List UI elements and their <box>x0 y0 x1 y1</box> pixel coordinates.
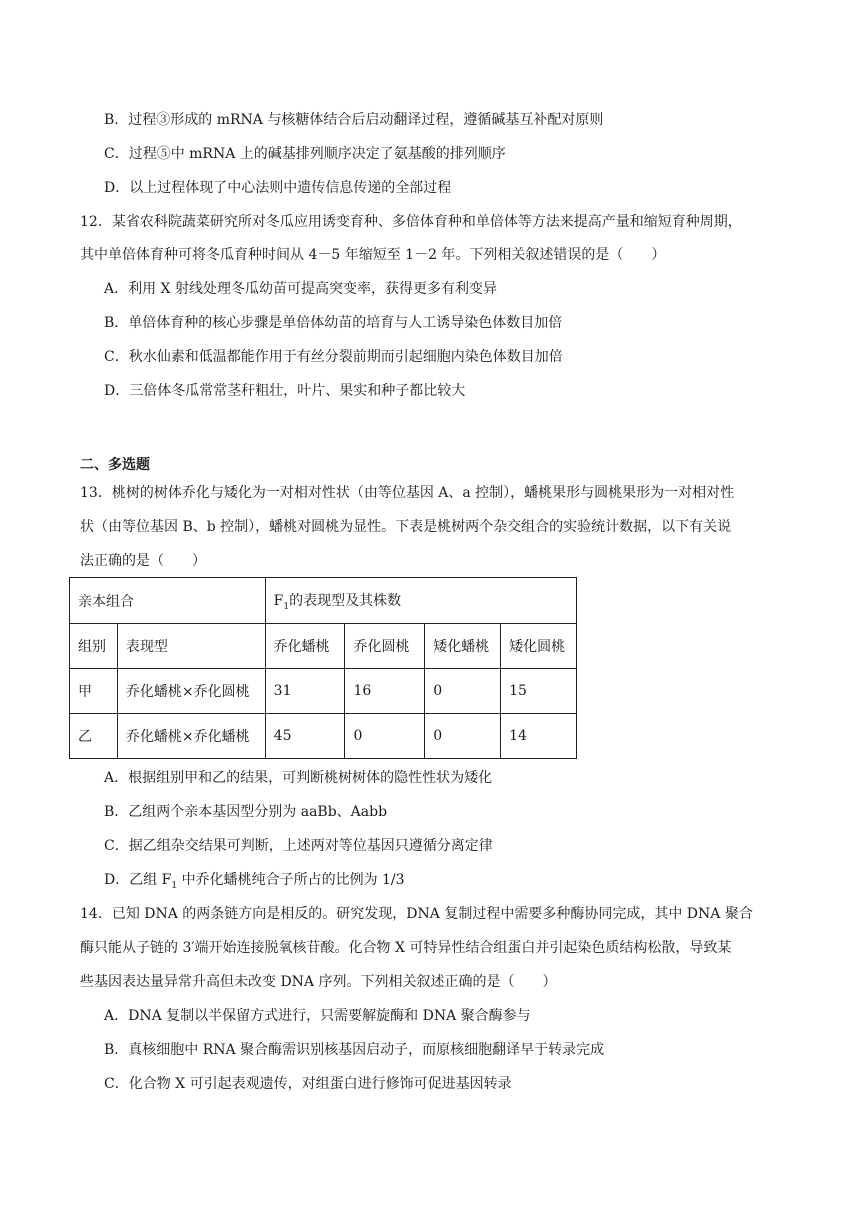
table-row <box>70 714 577 759</box>
q14-option-b: B．真核细胞中 RNA 聚合酶需识别核基因启动子，而原核细胞翻译早于转录完成 <box>104 1042 605 1058</box>
q12-option-d: D．三倍体冬瓜常常茎秆粗壮，叶片、果实和种子都比较大 <box>104 383 466 399</box>
row-value: 0 <box>425 714 501 759</box>
row-cross: 乔化蟠桃×乔化蟠桃 <box>117 714 265 759</box>
q13-option-d-prefix: D．乙组 F <box>104 872 172 888</box>
q13-option-d-subscript: 1 <box>171 880 178 891</box>
table-row <box>70 669 577 714</box>
row-group: 甲 <box>70 669 118 714</box>
row-value: 45 <box>265 714 345 759</box>
row-cross: 乔化蟠桃×乔化圆桃 <box>117 669 265 714</box>
header-parent-cross: 亲本组合 <box>70 578 266 624</box>
section-title: 二、多选题 <box>80 457 150 473</box>
row-value: 31 <box>265 669 345 714</box>
row-value: 0 <box>425 669 501 714</box>
col-group: 组别 <box>70 624 118 669</box>
q14-option-a: A．DNA 复制以半保留方式进行，只需要解旋酶和 DNA 聚合酶参与 <box>104 1008 531 1024</box>
header-f1-subscript: 1 <box>283 601 290 612</box>
q12-option-b: B．单倍体育种的核心步骤是单倍体幼苗的培育与人工诱导染色体数目加倍 <box>104 315 563 331</box>
col-dwarf-round: 矮化圆桃 <box>501 624 577 669</box>
q12-stem-line2: 其中单倍体育种可将冬瓜育种时间从 4－5 年缩短至 1－2 年。下列相关叙述错误的是（ ） <box>80 247 666 263</box>
col-tall-round: 乔化圆桃 <box>345 624 425 669</box>
q12-option-c: C．秋水仙素和低温都能作用于有丝分裂前期而引起细胞内染色体数目加倍 <box>104 349 563 365</box>
cross-results-table <box>69 577 577 759</box>
q13-stem-line2: 状（由等位基因 B、b 控制），蟠桃对圆桃为显性。下表是桃树两个杂交组合的实验统计数据，以下有关说 <box>80 519 732 535</box>
q13-option-a: A．根据组别甲和乙的结果，可判断桃树树体的隐性性状为矮化 <box>104 770 493 786</box>
q11-option-d: D．以上过程体现了中心法则中遗传信息传递的全部过程 <box>104 180 452 196</box>
row-value: 16 <box>345 669 425 714</box>
col-dwarf-flat: 矮化蟠桃 <box>425 624 501 669</box>
q14-stem-line2: 酶只能从子链的 3′端开始连接脱氧核苷酸。化合物 X 可特异性结合组蛋白并引起染色质结构松散，导致某 <box>80 940 732 956</box>
q12-stem-line1: 12．某省农科院蔬菜研究所对冬瓜应用诱变育种、多倍体育种和单倍体等方法来提高产量和缩短育种周期， <box>80 214 742 230</box>
q14-stem-line3: 些基因表达量异常升高但未改变 DNA 序列。下列相关叙述正确的是（ ） <box>80 974 557 990</box>
table-subheader-row <box>70 624 577 669</box>
row-group: 乙 <box>70 714 118 759</box>
q13-stem-line1: 13．桃树的树体乔化与矮化为一对相对性状（由等位基因 A、a 控制），蟠桃果形与圆桃果形为一对相对性 <box>80 485 735 501</box>
q14-stem-line1: 14．已知 DNA 的两条链方向是相反的。研究发现，DNA 复制过程中需要多种酶协同完成，其中 DNA 聚合 <box>80 906 753 922</box>
q14-option-c: C．化合物 X 可引起表观遗传，对组蛋白进行修饰可促进基因转录 <box>104 1076 512 1092</box>
header-f1-phenotype <box>265 578 576 624</box>
row-value: 0 <box>345 714 425 759</box>
table-header-row <box>70 578 577 624</box>
q13-option-c: C．据乙组杂交结果可判断，上述两对等位基因只遵循分离定律 <box>104 838 493 854</box>
q12-option-a: A．利用 X 射线处理冬瓜幼苗可提高突变率，获得更多有利变异 <box>104 281 497 297</box>
q13-option-d-suffix: 中乔化蟠桃纯合子所占的比例为 1/3 <box>177 872 405 888</box>
q11-option-b: B．过程③形成的 mRNA 与核糖体结合后启动翻译过程，遵循碱基互补配对原则 <box>104 112 604 128</box>
col-tall-flat: 乔化蟠桃 <box>265 624 345 669</box>
q13-option-d <box>104 870 405 896</box>
row-value: 14 <box>501 714 577 759</box>
q11-option-c: C．过程⑤中 mRNA 上的碱基排列顺序决定了氨基酸的排列顺序 <box>104 146 506 162</box>
row-value: 15 <box>501 669 577 714</box>
q13-stem-line3: 法正确的是（ ） <box>80 553 206 569</box>
col-phenotype: 表现型 <box>117 624 265 669</box>
header-f1-text: 的表现型及其株数 <box>289 592 402 609</box>
q13-option-b: B．乙组两个亲本基因型分别为 aaBb、Aabb <box>104 804 388 820</box>
header-f1-letter: F <box>273 592 284 609</box>
